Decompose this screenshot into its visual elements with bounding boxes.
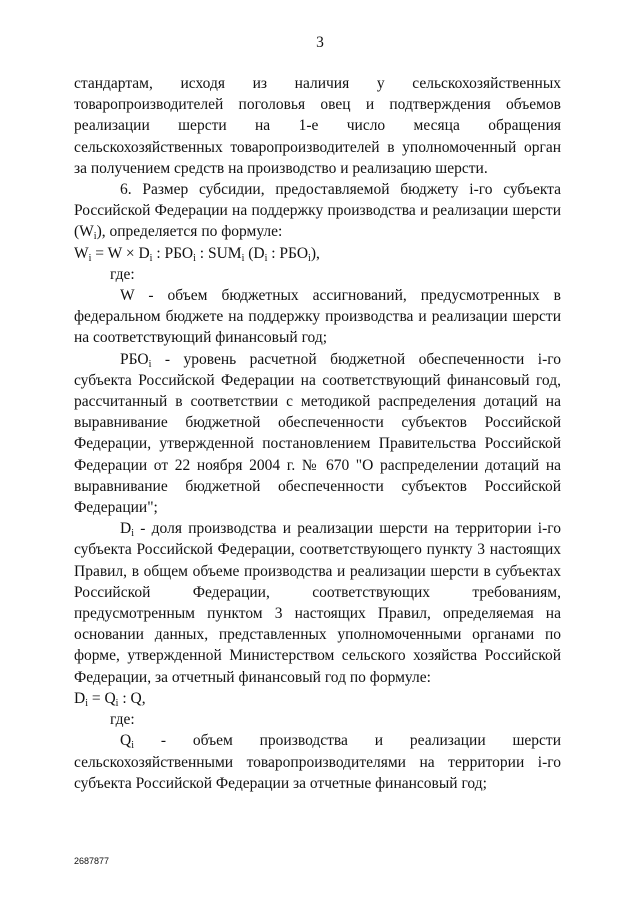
page-number: 3 (316, 34, 324, 51)
paragraph-standards: стандартам, исходя из наличия у сельскохозяйственных товаропроизводителей поголовья овец и подтверждения объемов реализации шерсти на 1-е число месяца обращения сельскохозяйственных товаропроизводителей в уполномоченный орган за получением средств на производство и реализацию шерсти. (74, 75, 561, 177)
formula-w-i: $W_i = W \times D_i$ : $РБО_i$ : $SUM_i$ ($D_i$ : $РБО_i$), (74, 244, 320, 264)
document-body (74, 73, 561, 794)
formula-d-i: $D_i = Q_i$ : Q, (74, 689, 146, 709)
where-label-2: где: (110, 711, 135, 729)
definition-q: $Q_i$ - объем производства и реализации шерсти сельскохозяйственными товаропроизводителями на территории i-го субъекта Российской Федерации за отчетные финансовый год; (74, 732, 561, 792)
definition-d: $D_i$ - доля производства и реализации шерсти на территории i-го субъекта Российской Федерации, соответствующего пункту 3 настоящих Правил, в общем объеме производства и реализации шерсти в субъектах Российской Федерации, соответствующих требованиям, предусмотренным пунктом 3 настоящих Правил, определяемая на основании данных, представленных уполномоченными органами по форме, утвержденной Министерством сельского хозяйства Российской Федерации, за отчетный финансовый год по формуле: (74, 520, 561, 686)
definition-rbo: $РБО_i$ - уровень расчетной бюджетной обеспеченности i-го субъекта Российской Федерации на соответствующий финансовый год, рассчитанный в соответствии с методикой распределения дотаций на выравнивание бюджетной обеспеченности субъектов Российской Федерации, утвержденной постановлением Правительства Российской Федерации от 22 ноября 2004 г. № 670 "О распределении дотаций на выравнивание бюджетной обеспеченности субъектов Российской Федерации"; (74, 350, 561, 517)
document-code: 2687877 (74, 856, 110, 866)
paragraph-subsidy-size: 6. Размер субсидии, предоставляемой бюджету i-го субъекта Российской Федерации на поддержку производства и реализации шерсти $(W_i)$, определяется по формуле: (74, 181, 561, 243)
definition-w: W - объем бюджетных ассигнований, предусмотренных в федеральном бюджете на поддержку производства и реализации шерсти на соответствующий финансовый год; (74, 287, 561, 347)
where-label: где: (110, 265, 135, 283)
